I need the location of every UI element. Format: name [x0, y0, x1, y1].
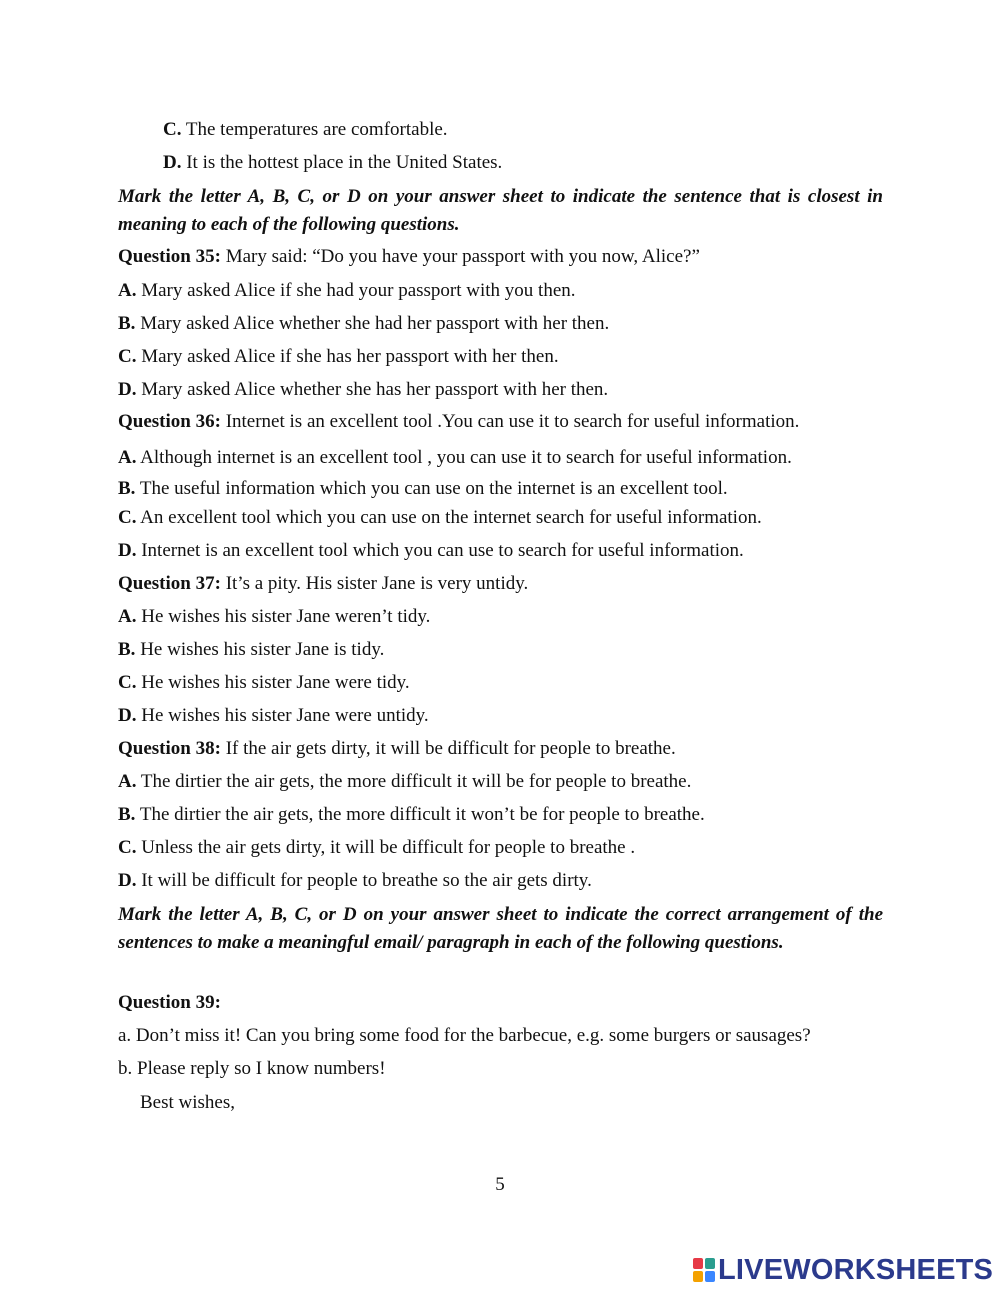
section-instruction-arrangement: Mark the letter A, B, C, or D on your answer sheet to indicate the correct arrangement of the sentences to make a meaningful email/ paragraph in each of the following questions.	[118, 904, 883, 953]
q36-option-d: D. Internet is an excellent tool which you can use to search for useful information.	[118, 540, 744, 561]
q36-option-c: C. An excellent tool which you can use on the internet search for useful information.	[118, 507, 762, 528]
q37-option-c: C. He wishes his sister Jane were tidy.	[118, 672, 410, 693]
q37-option-a: A. He wishes his sister Jane weren’t tidy.	[118, 606, 431, 627]
liveworksheets-logo	[693, 1255, 993, 1285]
question-36: Question 36: Internet is an excellent tool .You can use it to search for useful information.	[118, 411, 800, 432]
q35-option-b: B. Mary asked Alice whether she had her passport with her then.	[118, 313, 610, 334]
page-number: 5	[495, 1174, 505, 1195]
question-38: Question 38: If the air gets dirty, it will be difficult for people to breathe.	[118, 738, 676, 759]
q36-option-a: A. Although internet is an excellent tool , you can use it to search for useful information.	[118, 447, 792, 468]
q38-option-c: C. Unless the air gets dirty, it will be difficult for people to breathe .	[118, 837, 636, 858]
q39-line-b: b. Please reply so I know numbers!	[118, 1058, 386, 1079]
q35-option-c: C. Mary asked Alice if she has her passport with her then.	[118, 346, 559, 367]
question-35: Question 35: Mary said: “Do you have your passport with you now, Alice?”	[118, 246, 700, 267]
logo-tiles-icon	[693, 1258, 715, 1282]
q34-option-c: C. The temperatures are comfortable.	[163, 119, 448, 140]
q35-option-d: D. Mary asked Alice whether she has her passport with her then.	[118, 379, 609, 400]
q34-option-d: D. It is the hottest place in the United States.	[163, 152, 503, 173]
question-37: Question 37: It’s a pity. His sister Jane is very untidy.	[118, 573, 529, 594]
logo-text: LIVEWORKSHEETS	[718, 1254, 994, 1286]
section-instruction-closest: Mark the letter A, B, C, or D on your answer sheet to indicate the sentence that is closest in meaning to each of the following questions.	[118, 186, 883, 235]
q35-option-a: A. Mary asked Alice if she had your passport with you then.	[118, 280, 576, 301]
q38-option-b: B. The dirtier the air gets, the more difficult it won’t be for people to breathe.	[118, 804, 705, 825]
q39-closing: Best wishes,	[140, 1092, 235, 1113]
q38-option-a: A. The dirtier the air gets, the more difficult it will be for people to breathe.	[118, 771, 692, 792]
q37-option-b: B. He wishes his sister Jane is tidy.	[118, 639, 385, 660]
question-39: Question 39:	[118, 992, 221, 1013]
q36-option-b: B. The useful information which you can use on the internet is an excellent tool.	[118, 478, 728, 499]
q38-option-d: D. It will be difficult for people to breathe so the air gets dirty.	[118, 870, 592, 891]
q39-line-a: a. Don’t miss it! Can you bring some food for the barbecue, e.g. some burgers or sausages?	[118, 1025, 811, 1046]
q37-option-d: D. He wishes his sister Jane were untidy.	[118, 705, 429, 726]
